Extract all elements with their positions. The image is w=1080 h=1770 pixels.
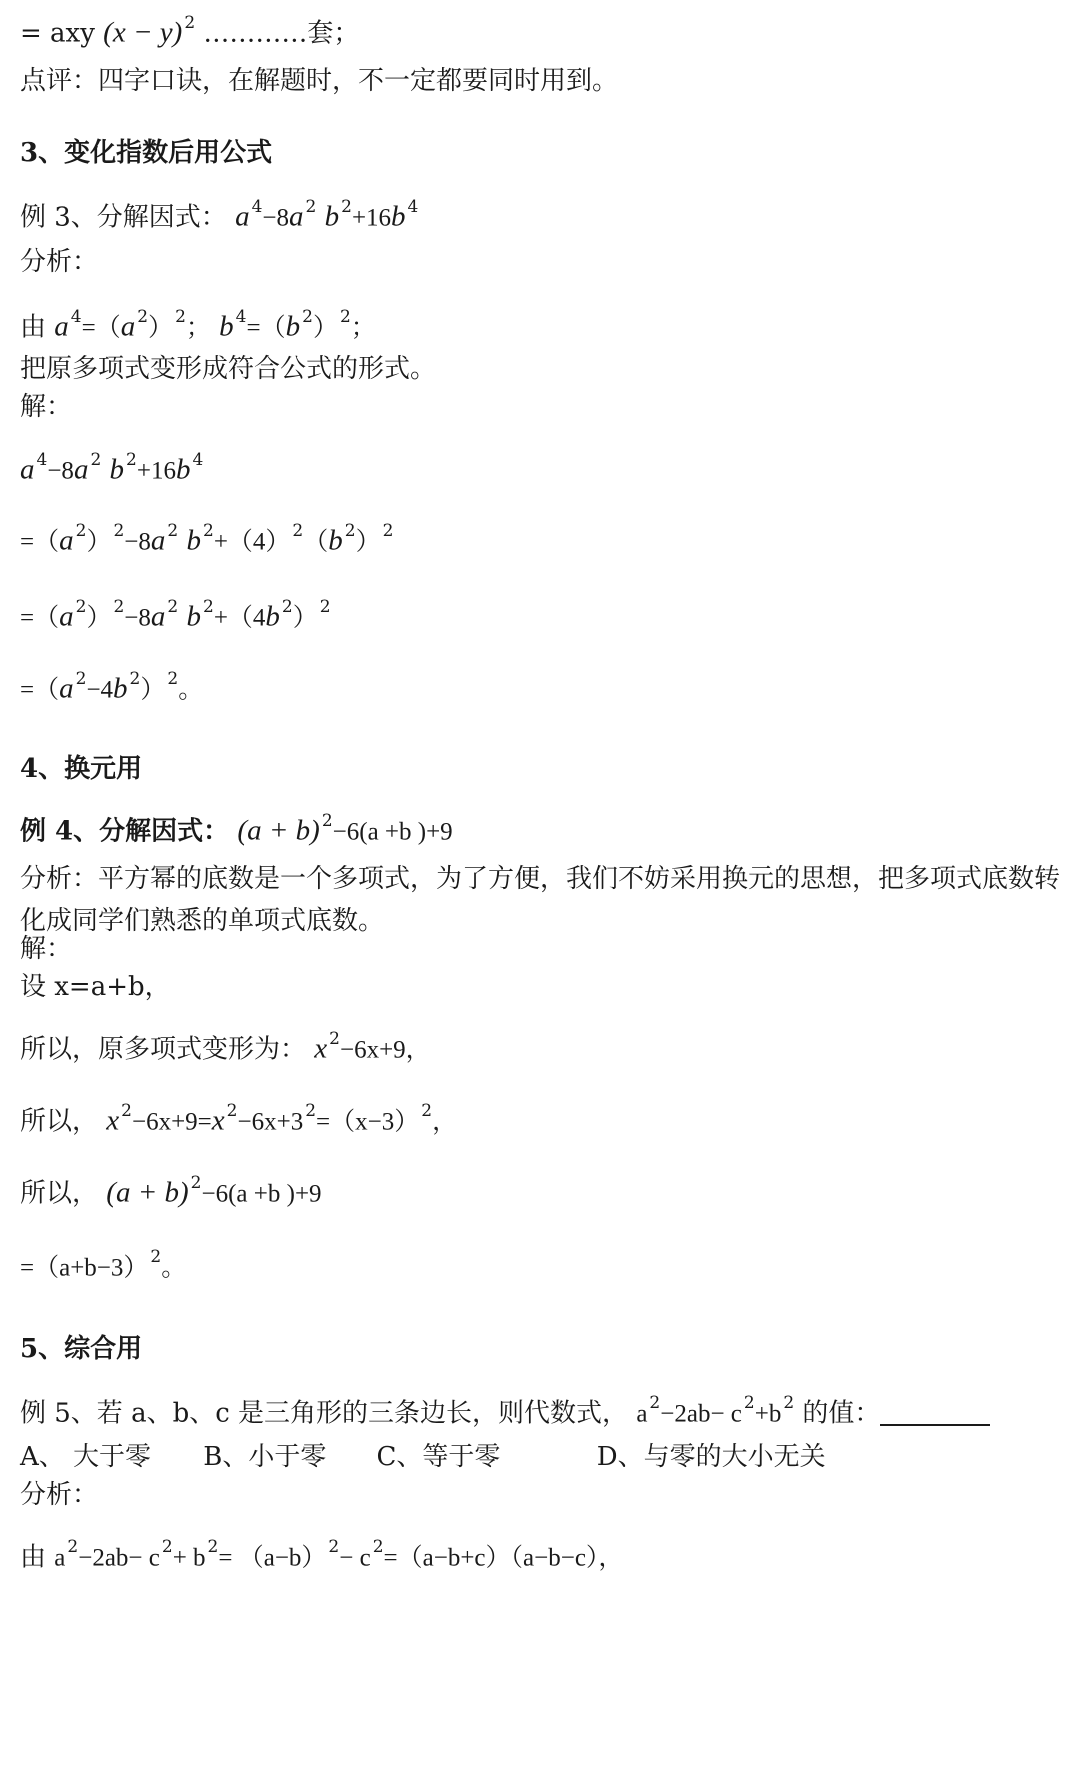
- transform-note: 把原多项式变形成符合公式的形式。: [20, 354, 437, 384]
- example-4: 例 4、分解因式： (a + b) $^2$−6(a +b )+9: [20, 811, 453, 847]
- formula-line-1: = axy (x − y) $^2$ …………套；: [20, 13, 360, 49]
- solution-step-3: =（a $^2$） $^2$−8a $^2$ b $^2$+（4b $^2$） $^2$: [20, 597, 331, 633]
- result-line-4a: 所以， (a + b) $^2$−6(a +b )+9: [20, 1173, 322, 1209]
- analysis-formula-5: 由 a $^2$−2ab− c $^2$+ b $^2$= （a−b） $^2$− c $^2$=（a−b+c）（a−b−c），: [20, 1537, 624, 1573]
- option-a[interactable]: A、 大于零: [20, 1442, 152, 1472]
- section-5-heading: 5、综合用: [20, 1334, 143, 1364]
- example-5: 例 5、若 a、b、c 是三角形的三条边长，则代数式， a $^2$−2ab− c $^2$+b $^2$ 的值：: [20, 1390, 1060, 1432]
- analysis-label-3: 分析：: [20, 247, 99, 277]
- solution-label-3: 解：: [20, 392, 73, 422]
- answer-blank[interactable]: [880, 1398, 990, 1426]
- option-b[interactable]: B、小于零: [203, 1442, 327, 1472]
- example-5-options: [20, 1440, 1060, 1474]
- square-line-4: 所以， x $^2$−6x+9=x $^2$−6x+3 $^2$=（x−3） $^2$，: [20, 1101, 458, 1137]
- option-c[interactable]: C、等于零: [376, 1442, 501, 1472]
- solution-step-1: a $^4$−8a $^2$ b $^2$+16b $^4$: [20, 450, 204, 486]
- example-3: 例 3、分解因式： a $^4$−8a $^2$ b $^2$+16b $^4$: [20, 197, 419, 233]
- analysis-formula-3: 由 a $^4$=（a $^2$） $^2$； b $^4$=（b $^2$） $^2$；: [20, 307, 376, 343]
- substitution-line: 设 x=a+b，: [20, 972, 171, 1002]
- solution-step-2: =（a $^2$） $^2$−8a $^2$ b $^2$+（4） $^2$（b $^2$） $^2$: [20, 521, 394, 557]
- solution-label-4: 解：: [20, 934, 73, 964]
- comment-text: 点评：四字口诀，在解题时，不一定都要同时用到。: [20, 66, 619, 96]
- option-d[interactable]: D、与零的大小无关: [596, 1442, 826, 1472]
- section-4-heading: 4、换元用: [20, 754, 143, 784]
- section-3-heading: 3、变化指数后用公式: [20, 138, 273, 168]
- analysis-text-4: 分析：平方幂的底数是一个多项式，为了方便，我们不妨采用换元的思想，把多项式底数转化成同学们熟悉的单项式底数。: [20, 864, 1061, 936]
- analysis-label-5: 分析：: [20, 1480, 99, 1510]
- solution-step-4: =（a $^2$−4b $^2$） $^2$。: [20, 669, 204, 705]
- transform-line-4: 所以，原多项式变形为： x $^2$−6x+9，: [20, 1029, 431, 1065]
- result-line-4b: =（a+b−3） $^2$。: [20, 1247, 187, 1282]
